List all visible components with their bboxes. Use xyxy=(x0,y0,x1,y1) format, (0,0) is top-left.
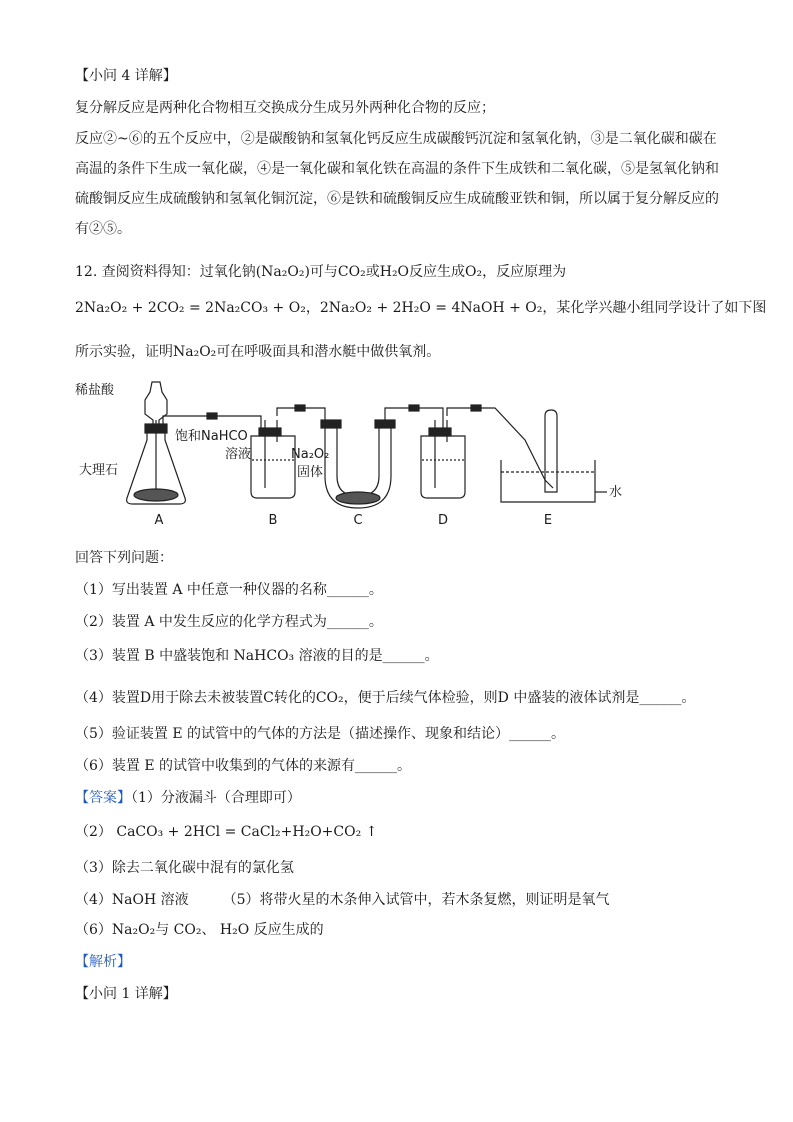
q12-tail: 所示实验，证明Na₂O₂可在呼吸面具和潜水艇中做供氧剂。 xyxy=(75,344,441,360)
question-4: （4）装置D用于除去未被装置C转化的CO₂，便于后续气体检验，则D 中盛装的液体试剂是______。 xyxy=(75,690,696,706)
part4-definition: 复分解反应是两种化合物相互交换成分生成另外两种化合物的反应； xyxy=(75,100,495,116)
wash-bottle-d xyxy=(421,436,465,498)
letter-b: B xyxy=(268,513,278,528)
label-solution: 溶液 xyxy=(225,447,252,462)
answer-row-4 xyxy=(75,890,610,910)
letter-d: D xyxy=(437,513,449,528)
q12-intro: 12. 查阅资料得知：过氧化钠(Na₂O₂)可与CO₂或H₂O反应生成O₂，反应原理为 xyxy=(75,264,567,280)
answer-row-1 xyxy=(75,788,301,808)
answer-2: （2） CaCO₃ + 2HCl = CaCl₂+H₂O+CO₂ ↑ xyxy=(75,824,378,840)
label-water: 水 xyxy=(609,485,623,500)
questions-lead: 回答下列问题： xyxy=(75,550,173,566)
answer-1: （1）分液漏斗（合理即可） xyxy=(131,790,301,806)
part4-explanation: 反应②~⑥的五个反应中，②是碳酸钠和氢氧化钙反应生成碳酸钙沉淀和氢氧化钠，③是二氧化碳和碳在高温的条件下生成一氧化碳，④是一氧化碳和氧化铁在高温的条件下生成铁和二氧化碳，⑤是氢氧化钠和硫酸铜反应生成硫酸钠和氢氧化铜沉淀，⑥是铁和硫酸铜反应生成硫酸亚铁和铜，所以属于复分解反应的有②⑤。 xyxy=(75,131,719,237)
answer-4: （4）NaOH 溶液 xyxy=(75,892,189,908)
inverted-test-tube xyxy=(545,410,557,492)
part4-heading: 【小问 4 详解】 xyxy=(75,68,177,84)
q12-equations: 2Na₂O₂ + 2CO₂ = 2Na₂CO₃ + O₂，2Na₂O₂ + 2H₂O = 4NaOH + O₂，某化学兴趣小组同学设计了如下图 xyxy=(75,300,767,316)
label-na2o2: Na₂O₂ xyxy=(291,447,330,462)
letter-c: C xyxy=(353,513,363,528)
letter-a: A xyxy=(154,513,164,528)
water-trough-e xyxy=(501,460,595,502)
question-5: （5）验证装置 E 的试管中的气体的方法是（描述操作、现象和结论）______。 xyxy=(75,726,566,742)
apparatus-figure xyxy=(75,380,635,530)
question-6: （6）装置 E 的试管中收集到的气体的来源有______。 xyxy=(75,758,412,774)
answer-tag: 【答案】 xyxy=(75,790,131,806)
analysis-heading: 【小问 1 详解】 xyxy=(75,986,177,1002)
answer-6: （6）Na₂O₂与 CO₂、 H₂O 反应生成的 xyxy=(75,922,324,938)
question-2: （2）装置 A 中发生反应的化学方程式为______。 xyxy=(75,614,383,630)
question-1: （1）写出装置 A 中任意一种仪器的名称______。 xyxy=(75,582,383,598)
answer-3: （3）除去二氧化碳中混有的氯化氢 xyxy=(75,860,294,876)
letter-e: E xyxy=(543,513,553,528)
analysis-tag: 【解析】 xyxy=(75,954,131,970)
wash-bottle-b xyxy=(251,436,295,498)
question-3: （3）装置 B 中盛装饱和 NaHCO₃ 溶液的目的是______。 xyxy=(75,648,439,664)
label-acid: 稀盐酸 xyxy=(75,383,115,398)
label-saturated: 饱和NaHCO xyxy=(175,429,248,444)
label-solid: 固体 xyxy=(297,465,324,480)
answer-5: （5）将带火星的木条伸入试管中，若木条复燃，则证明是氧气 xyxy=(222,892,610,908)
label-marble: 大理石 xyxy=(79,463,119,478)
